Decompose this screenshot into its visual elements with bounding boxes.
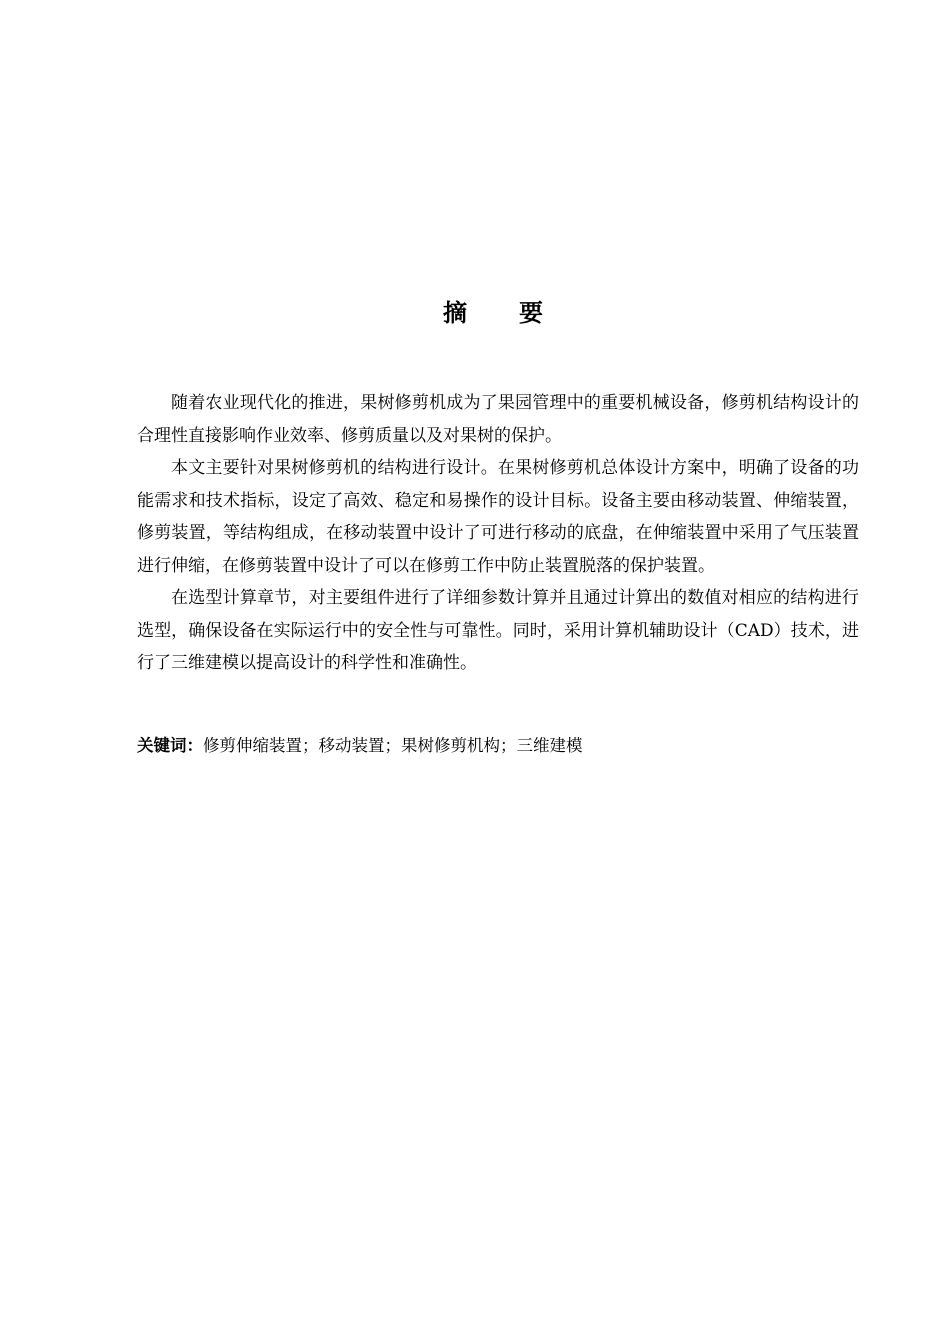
keywords-value: 修剪伸缩装置；移动装置；果树修剪机构；三维建模 [203,736,583,755]
abstract-paragraph-1: 随着农业现代化的推进，果树修剪机成为了果园管理中的重要机械设备，修剪机结构设计的合理性直接影响作业效率、修剪质量以及对果树的保护。 [137,393,859,446]
keywords-line [137,731,859,761]
abstract-title [0,296,950,330]
abstract-paragraph-3: 在选型计算章节，对主要组件进行了详细参数计算并且通过计算出的数值对相应的结构进行选型，确保设备在实际运行中的安全性与可靠性。同时，采用计算机辅助设计（CAD）技术，进行了三维建模以提高设计的科学性和准确性。 [137,588,859,673]
abstract-paragraph-2: 本文主要针对果树修剪机的结构进行设计。在果树修剪机总体设计方案中，明确了设备的功能需求和技术指标，设定了高效、稳定和易操作的设计目标。设备主要由移动装置、伸缩装置，修剪装置，等结构组成，在移动装置中设计了可进行移动的底盘，在伸缩装置中采用了气压装置进行伸缩，在修剪装置中设计了可以在修剪工作中防止装置脱落的保护装置。 [137,458,859,576]
title-char-1: 摘 [443,299,467,327]
title-char-2: 要 [519,299,543,327]
keywords-label: 关键词： [137,736,203,755]
abstract-body [137,387,859,680]
